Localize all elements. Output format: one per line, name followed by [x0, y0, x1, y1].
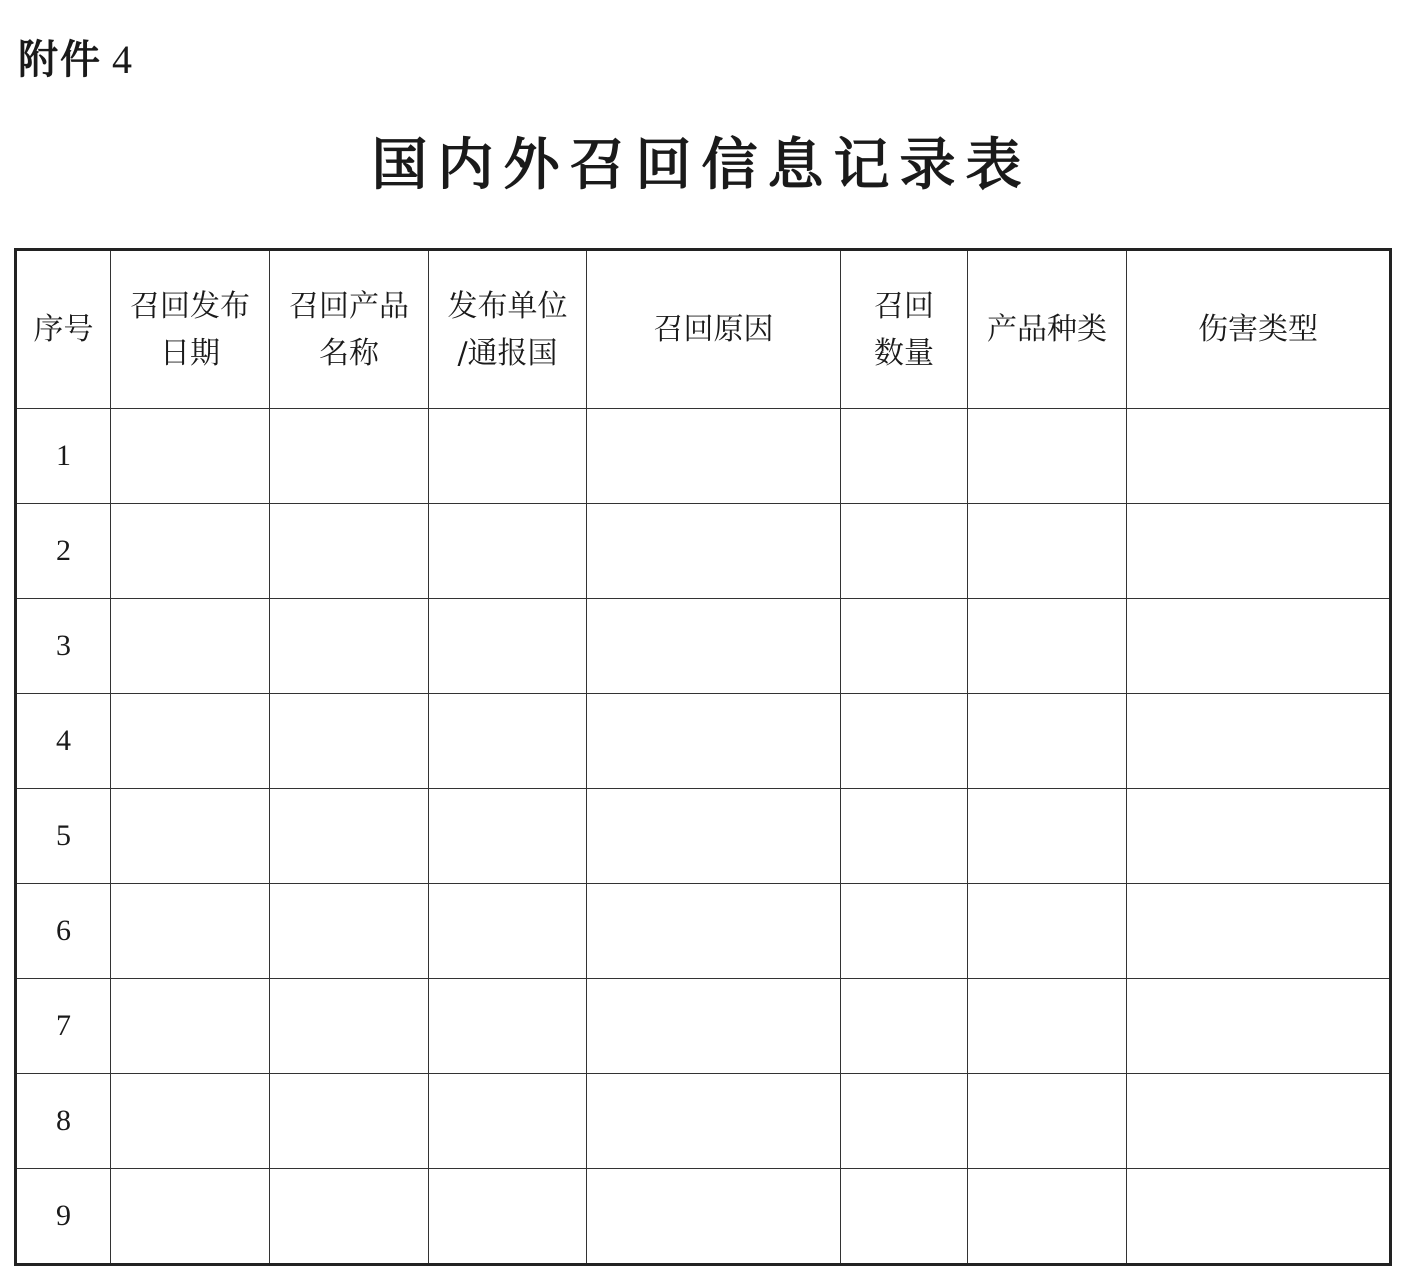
table-cell[interactable]	[841, 599, 968, 694]
table-cell[interactable]	[587, 599, 841, 694]
table-row	[16, 504, 1391, 599]
table-cell[interactable]	[111, 789, 270, 884]
table-cell[interactable]	[841, 1074, 968, 1169]
table-cell[interactable]	[111, 1074, 270, 1169]
table-cell[interactable]	[968, 1169, 1127, 1265]
table-cell[interactable]	[587, 409, 841, 504]
table-cell[interactable]	[429, 979, 587, 1074]
attachment-label	[18, 30, 134, 90]
table-cell[interactable]	[968, 504, 1127, 599]
table-cell[interactable]	[429, 599, 587, 694]
table-cell[interactable]	[1127, 409, 1391, 504]
table-row	[16, 694, 1391, 789]
header-line: 发布单位	[447, 288, 568, 324]
table-cell[interactable]	[587, 884, 841, 979]
header-line: 日期	[160, 335, 220, 371]
table-cell[interactable]	[111, 1169, 270, 1265]
table-row	[16, 1074, 1391, 1169]
header-recall-quantity	[841, 250, 968, 409]
header-line: 召回发布	[130, 288, 250, 324]
table-cell[interactable]	[111, 979, 270, 1074]
header-line: 召回原因	[653, 312, 774, 347]
table-cell[interactable]	[841, 694, 968, 789]
table-cell[interactable]	[841, 1169, 968, 1265]
header-line: 伤害类型	[1198, 312, 1318, 347]
table-cell[interactable]	[968, 979, 1127, 1074]
header-line: 名称	[319, 335, 379, 371]
table-cell[interactable]	[1127, 694, 1391, 789]
header-line: 数量	[874, 335, 934, 371]
table-row	[16, 979, 1391, 1074]
header-line: 召回产品	[289, 288, 409, 324]
table-cell[interactable]	[429, 409, 587, 504]
row-number-cell: 3	[16, 599, 111, 694]
table-cell[interactable]	[587, 979, 841, 1074]
header-recall-release-date	[111, 250, 270, 409]
table-cell[interactable]	[587, 504, 841, 599]
row-number-cell: 1	[16, 409, 111, 504]
table-cell[interactable]	[587, 789, 841, 884]
table-cell[interactable]	[270, 789, 429, 884]
table-cell[interactable]	[1127, 599, 1391, 694]
header-line: 产品种类	[987, 312, 1107, 347]
table-cell[interactable]	[968, 1074, 1127, 1169]
attachment-number: 4	[112, 37, 134, 82]
table-row	[16, 1169, 1391, 1265]
row-number-cell: 9	[16, 1169, 111, 1265]
table-cell[interactable]	[841, 789, 968, 884]
header-line: 序号	[33, 312, 94, 347]
attachment-label-text: 附件	[18, 37, 102, 83]
table-cell[interactable]	[1127, 979, 1391, 1074]
header-publisher-country	[429, 250, 587, 409]
table-cell[interactable]	[111, 504, 270, 599]
table-cell[interactable]	[270, 694, 429, 789]
table-row	[16, 884, 1391, 979]
row-number-cell: 4	[16, 694, 111, 789]
row-number-cell: 8	[16, 1074, 111, 1169]
table-cell[interactable]	[111, 409, 270, 504]
row-number-cell: 5	[16, 789, 111, 884]
table-cell[interactable]	[429, 504, 587, 599]
table-cell[interactable]	[841, 979, 968, 1074]
table-cell[interactable]	[270, 599, 429, 694]
table-cell[interactable]	[1127, 884, 1391, 979]
table-cell[interactable]	[1127, 1074, 1391, 1169]
table-cell[interactable]	[429, 1169, 587, 1265]
table-cell[interactable]	[587, 1074, 841, 1169]
table-cell[interactable]	[1127, 1169, 1391, 1265]
row-number-cell: 7	[16, 979, 111, 1074]
table-cell[interactable]	[111, 599, 270, 694]
table-cell[interactable]	[429, 884, 587, 979]
table-cell[interactable]	[429, 1074, 587, 1169]
table-cell[interactable]	[968, 789, 1127, 884]
recall-record-table	[14, 248, 1392, 1266]
table-cell[interactable]	[429, 694, 587, 789]
table-cell[interactable]	[968, 694, 1127, 789]
table-cell[interactable]	[270, 979, 429, 1074]
table-cell[interactable]	[111, 694, 270, 789]
table-row	[16, 599, 1391, 694]
table-cell[interactable]	[968, 599, 1127, 694]
table-cell[interactable]	[841, 884, 968, 979]
header-product-category	[968, 250, 1127, 409]
table-cell[interactable]	[587, 694, 841, 789]
table-header-row	[16, 250, 1391, 409]
header-line: 召回	[874, 288, 934, 324]
table-cell[interactable]	[968, 409, 1127, 504]
table-cell[interactable]	[841, 504, 968, 599]
table-cell[interactable]	[841, 409, 968, 504]
header-injury-type	[1127, 250, 1391, 409]
table-cell[interactable]	[270, 1074, 429, 1169]
table-cell[interactable]	[270, 1169, 429, 1265]
row-number-cell: 2	[16, 504, 111, 599]
table-cell[interactable]	[270, 504, 429, 599]
table-cell[interactable]	[1127, 504, 1391, 599]
table-cell[interactable]	[1127, 789, 1391, 884]
table-row	[16, 789, 1391, 884]
table-cell[interactable]	[968, 884, 1127, 979]
table-cell[interactable]	[587, 1169, 841, 1265]
header-recall-reason	[587, 250, 841, 409]
row-number-cell: 6	[16, 884, 111, 979]
table-cell[interactable]	[270, 884, 429, 979]
table-cell[interactable]	[429, 789, 587, 884]
page-title: 国内外召回信息记录表	[371, 133, 1032, 198]
header-recall-product-name	[270, 250, 429, 409]
table-row	[16, 409, 1391, 504]
header-serial-number	[16, 250, 111, 409]
table-cell[interactable]	[111, 884, 270, 979]
table-cell[interactable]	[270, 409, 429, 504]
header-line: /通报国	[457, 335, 558, 371]
